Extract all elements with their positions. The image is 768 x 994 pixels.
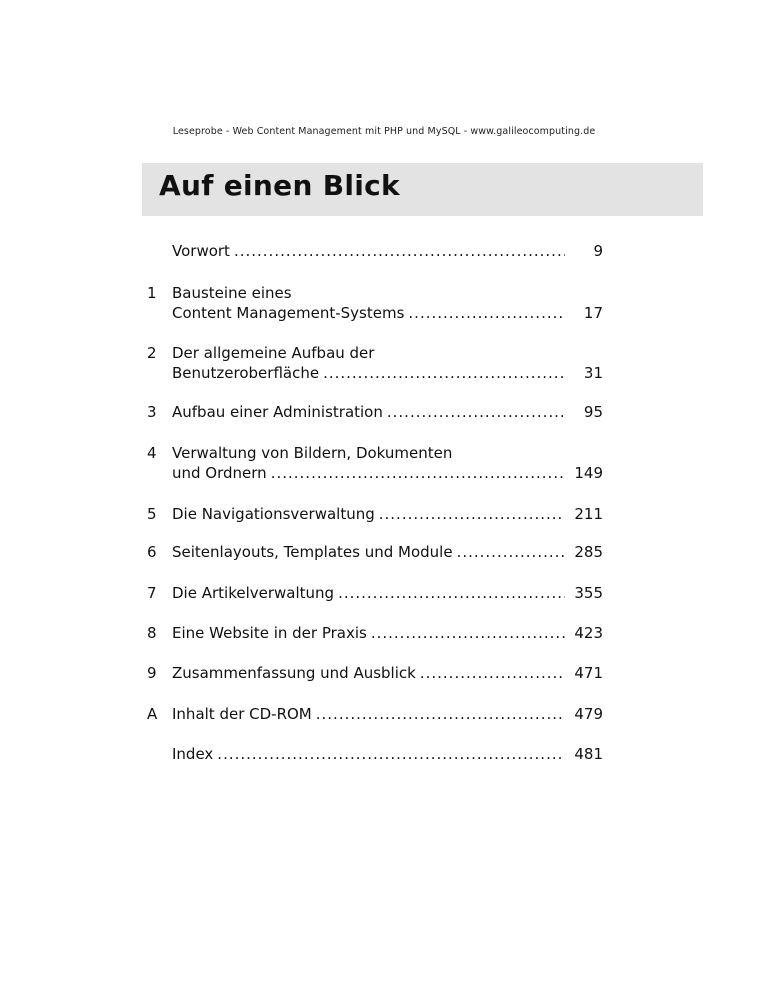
toc-entry-title: Verwaltung von Bildern, Dokumenten: [172, 444, 453, 462]
dot-leader: [234, 242, 565, 260]
toc-entry-title: Inhalt der CD-ROM: [172, 705, 312, 723]
toc-entry-number: 5: [147, 505, 157, 523]
page-title: Auf einen Blick: [159, 169, 400, 202]
toc-entry-number: 2: [147, 344, 157, 362]
toc-entry-page: 31: [583, 364, 603, 382]
toc-entry-number: 1: [147, 284, 157, 302]
toc-entry-title-continued: und Ordnern: [172, 464, 267, 482]
toc-entry-number: 4: [147, 444, 157, 462]
toc-entry-number: 8: [147, 624, 157, 642]
dot-leader: [217, 745, 565, 763]
toc-entry-page: 481: [574, 745, 603, 763]
title-band: [142, 163, 703, 216]
toc-entry-page: 149: [574, 464, 603, 482]
toc-entry-page: 285: [574, 543, 603, 561]
dot-leader: [323, 364, 565, 382]
toc-entry-title: Index: [172, 745, 214, 763]
toc-entry-title: Eine Website in der Praxis: [172, 624, 367, 642]
toc-entry-number: 7: [147, 584, 157, 602]
toc-entry-page: 95: [583, 403, 603, 421]
toc-entry-title: Aufbau einer Administration: [172, 403, 383, 421]
toc-entry-page: 355: [574, 584, 603, 602]
toc-entry-page: 17: [583, 304, 603, 322]
dot-leader: [408, 304, 565, 322]
toc-entry-number: 9: [147, 664, 157, 682]
toc-entry-title: Zusammenfassung und Ausblick: [172, 664, 416, 682]
toc-entry-page: 9: [593, 242, 603, 260]
dot-leader: [338, 584, 565, 602]
toc-entry-page: 423: [574, 624, 603, 642]
toc-entry-number: 6: [147, 543, 157, 561]
dot-leader: [379, 505, 565, 523]
toc-entry-page: 211: [574, 505, 603, 523]
page-header-text: Leseprobe - Web Content Management mit PHP und MySQL - www.galileocomputing.de: [172, 126, 596, 137]
toc-entry-title: Bausteine eines: [172, 284, 292, 302]
dot-leader: [457, 543, 565, 561]
toc-entry-title-continued: Benutzeroberfläche: [172, 364, 320, 382]
dot-leader: [387, 403, 565, 421]
dot-leader: [316, 705, 565, 723]
toc-entry-title: Der allgemeine Aufbau der: [172, 344, 375, 362]
toc-entry-number: A: [147, 705, 158, 723]
toc-entry-title: Seitenlayouts, Templates und Module: [172, 543, 453, 561]
toc-entry-number: 3: [147, 403, 157, 421]
toc-entry-page: 479: [574, 705, 603, 723]
dot-leader: [371, 624, 565, 642]
toc-entry-title: Die Artikelverwaltung: [172, 584, 335, 602]
toc-entry-title-continued: Content Management-Systems: [172, 304, 405, 322]
toc-entry-title: Vorwort: [172, 242, 230, 260]
toc-entry-title: Die Navigationsverwaltung: [172, 505, 375, 523]
dot-leader: [271, 464, 565, 482]
toc-entry-page: 471: [574, 664, 603, 682]
dot-leader: [420, 664, 565, 682]
